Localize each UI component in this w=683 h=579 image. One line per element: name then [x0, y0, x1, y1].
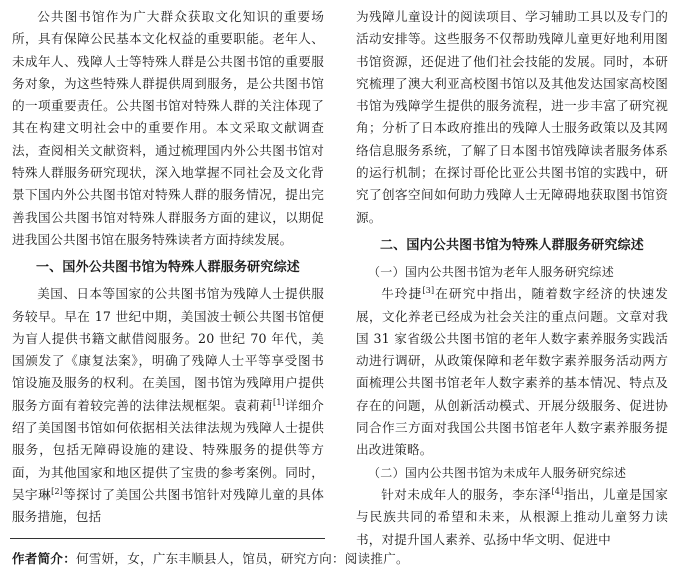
subsection1-paragraph [356, 283, 668, 461]
citation-1: [1] [273, 397, 285, 407]
subsection1-text-part1: 牛玲捷 [381, 286, 423, 302]
section2-heading: 二、国内公共图书馆为特殊人群服务研究综述 [379, 237, 644, 253]
subsection1-text-part2: 在研究中指出，随着数字经济的快速发展，文化养老已经成为社会关注的重点问题。文章对我国 31 家省级公共图书馆的老年人数字素养服务实践活动进行调研，从政策保障和老年数字素养服务活动两方面梳理公共图书馆老年人数字素养的基本情况、特点及存在的问题，从创新活动模式、开展分级服务、促进协同合作三方面对我国公共图书馆老年人数字素养服务提出改进策略。 [356, 286, 668, 458]
section1-text-part1: 美国、日本等国家的公共图书馆为残障人士提供服务较早。早在 17 世纪中期，美国波士顿公共图书馆便为盲人提供书籍文献借阅服务。20 世纪 70 年代，美国颁发了《康复法案》，明确了残障人士平等享受图书馆设施及服务的权利。在美国，图书馆为残障用户提供服务方面有着较完善的法律法规框架。袁莉莉 [12, 286, 324, 413]
citation-4: [4] [551, 486, 564, 496]
author-footnote [12, 550, 672, 568]
author-bio-label: 作者简介： [12, 551, 77, 566]
citation-2: [2] [51, 486, 63, 496]
citation-3: [3] [422, 286, 435, 296]
intro-paragraph: 公共图书馆作为广大群众获取文化知识的重要场所，具有保障公民基本文化权益的重要职能。老年人、未成年人、残障人士等特殊人群是公共图书馆的重要服务对象，为这些特殊人群提供周到服务，是公共图书馆的一项重要责任。公共图书馆对特殊人群的关注体现了其在构建文明社会中的重要作用。本文采取文献调查法，查阅相关文献资料，通过梳理国内外公共图书馆对特殊人群服务研究现状，深入地掌握不同社会及文化背景下国内外公共图书馆对特殊人群的服务情况，提出完善我国公共图书馆对特殊人群服务方面的建议，以期促进我国公共图书馆在服务特殊读者方面持续发展。 [12, 9, 324, 247]
right-column [356, 6, 668, 551]
footnote-divider [10, 538, 325, 539]
section1-text-part3: 等探讨了美国公共图书馆针对残障儿童的具体服务措施，包括 [12, 486, 325, 525]
subsection1-heading: （一）国内公共图书馆为老年人服务研究综述 [368, 264, 615, 279]
continuation-paragraph: 为残障儿童设计的阅读项目、学习辅助工具以及专门的活动安排等。这些服务不仅帮助残障儿童更好地利用图书馆资源，还促进了他们社会技能的发展。同时，本研究梳理了澳大利亚高校图书馆以及其他发达国家高校图书馆为残障学生提供的服务流程，进一步丰富了研究视角；分析了日本政府推出的残障人士服务政策以及其网络信息服务系统，了解了日本图书馆残障读者服务体系的运行机制；在探讨哥伦比亚公共图书馆的实践中，研究了创客空间如何助力残障人士无障碍地获取图书馆资源。 [356, 9, 668, 225]
author-bio-text: 何雪妍，女，广东丰顺县人，馆员，研究方向：阅读推广。 [76, 551, 409, 566]
section1-heading: 一、国外公共图书馆为特殊人群服务研究综述 [35, 260, 300, 276]
subsection2-paragraph [356, 484, 668, 551]
subsection2-heading: （二）国内公共图书馆为未成年人服务研究综述 [368, 465, 627, 480]
left-column [12, 6, 324, 529]
subsection2-text-part2: 指出，儿童是国家与民族共同的希望和未来，从根源上推动儿童努力读书，对提升国人素养、弘扬中华文明、促进中 [356, 486, 668, 547]
section1-paragraph [12, 283, 324, 528]
subsection2-text-part1: 针对未成年人的服务，李东泽 [381, 486, 552, 502]
section1-text-part2: 详细介绍了美国图书馆如何依据相关法律法规为残障人士提供服务，包括无障碍设施的建设、特殊服务的提供等方面，为其他国家和地区提供了宝贵的参考案例。同时，吴宇琳 [12, 397, 325, 502]
